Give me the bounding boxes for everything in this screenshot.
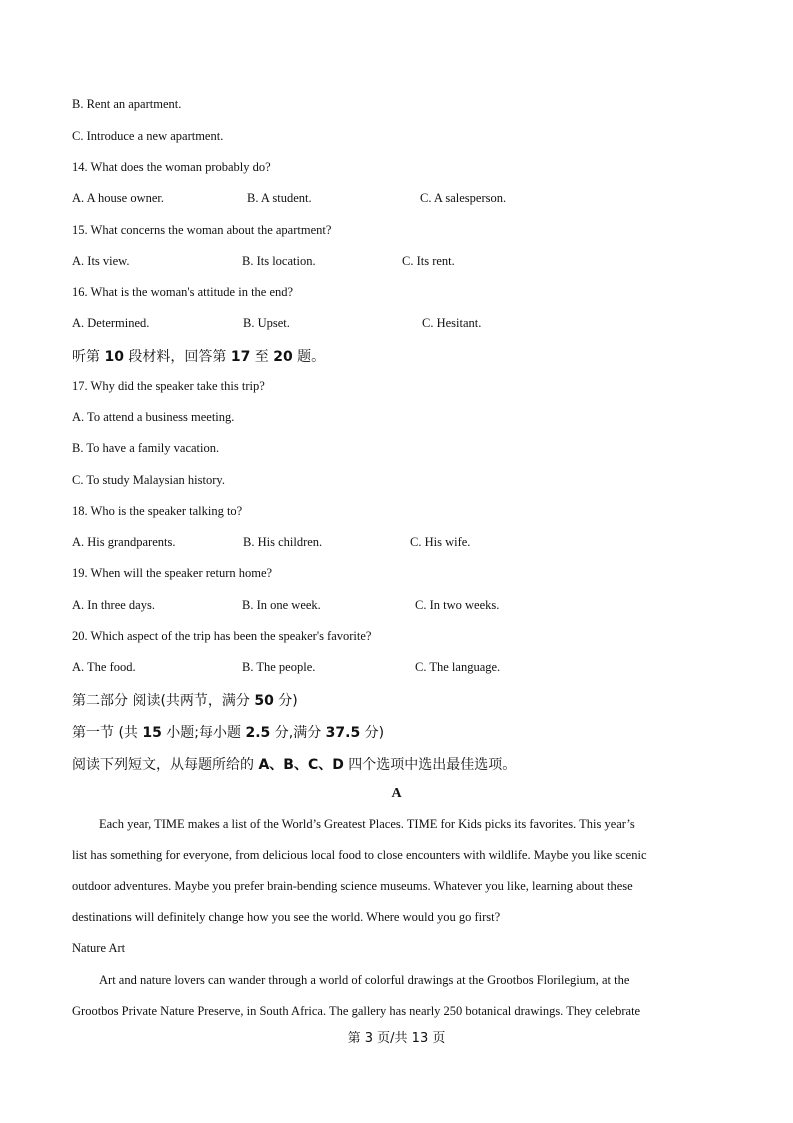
- part-two-header: 第二部分 阅读(共两节，满分 50 分): [72, 693, 298, 709]
- q15-stem: 15. What concerns the woman about the apartment?: [72, 223, 332, 237]
- q20-stem: 20. Which aspect of the trip has been the speaker's favorite?: [72, 629, 372, 643]
- q16-option-a: A. Determined.: [72, 316, 150, 330]
- q19-option-b: B. In one week.: [242, 598, 321, 612]
- page-footer: 第 3 页/共 13 页: [347, 1031, 446, 1046]
- q18-option-a: A. His grandparents.: [72, 535, 176, 549]
- q16-option-c: C. Hesitant.: [422, 316, 482, 330]
- q17-option-c: C. To study Malaysian history.: [72, 473, 225, 487]
- q15-option-c: C. Its rent.: [402, 254, 455, 268]
- q15-option-a: A. Its view.: [72, 254, 130, 268]
- q18-stem: 18. Who is the speaker talking to?: [72, 504, 243, 518]
- q19-option-a: A. In three days.: [72, 598, 155, 612]
- passage-line: Each year, TIME makes a list of the World’s Greatest Places. TIME for Kids picks its favorites. This year’s: [99, 817, 635, 831]
- q19-option-c: C. In two weeks.: [415, 598, 500, 612]
- q17-option-a: A. To attend a business meeting.: [72, 410, 235, 424]
- q14-option-b: B. A student.: [247, 191, 312, 205]
- q13-option-b: B. Rent an apartment.: [72, 97, 182, 111]
- passage-line: list has something for everyone, from delicious local food to close encounters with wildlife. Maybe you like scenic: [72, 848, 647, 862]
- q16-option-b: B. Upset.: [243, 316, 290, 330]
- passage-line: Grootbos Private Nature Preserve, in South Africa. The gallery has nearly 250 botanical drawings. They celebrate: [72, 1004, 641, 1018]
- passage-line: destinations will definitely change how you see the world. Where would you go first?: [72, 910, 501, 924]
- q20-option-c: C. The language.: [415, 660, 501, 674]
- q20-option-b: B. The people.: [242, 660, 316, 674]
- q18-option-b: B. His children.: [243, 535, 323, 549]
- q17-stem: 17. Why did the speaker take this trip?: [72, 379, 265, 393]
- q14-stem: 14. What does the woman probably do?: [72, 160, 271, 174]
- passage-subheading: Nature Art: [72, 941, 126, 955]
- q18-option-c: C. His wife.: [410, 535, 471, 549]
- section-one-header: 第一节 (共 15 小题;每小题 2.5 分,满分 37.5 分): [72, 725, 385, 741]
- passage-label: A: [391, 786, 402, 801]
- q14-option-a: A. A house owner.: [72, 191, 165, 205]
- passage-line: Art and nature lovers can wander through a world of colorful drawings at the Grootbos Florilegium, at the: [99, 973, 630, 987]
- q19-stem: 19. When will the speaker return home?: [72, 566, 273, 580]
- reading-instruction: 阅读下列短文，从每题所给的 A、B、C、D 四个选项中选出最佳选项。: [72, 757, 517, 773]
- q20-option-a: A. The food.: [72, 660, 136, 674]
- q16-stem: 16. What is the woman's attitude in the end?: [72, 285, 294, 299]
- q13-option-c: C. Introduce a new apartment.: [72, 129, 224, 143]
- q17-option-b: B. To have a family vacation.: [72, 441, 220, 455]
- listening-section-10-header: 听第 10 段材料，回答第 17 至 20 题。: [72, 349, 326, 365]
- q14-option-c: C. A salesperson.: [420, 191, 507, 205]
- q15-option-b: B. Its location.: [242, 254, 316, 268]
- passage-line: outdoor adventures. Maybe you prefer brain-bending science museums. Whatever you like, learning about these: [72, 879, 633, 893]
